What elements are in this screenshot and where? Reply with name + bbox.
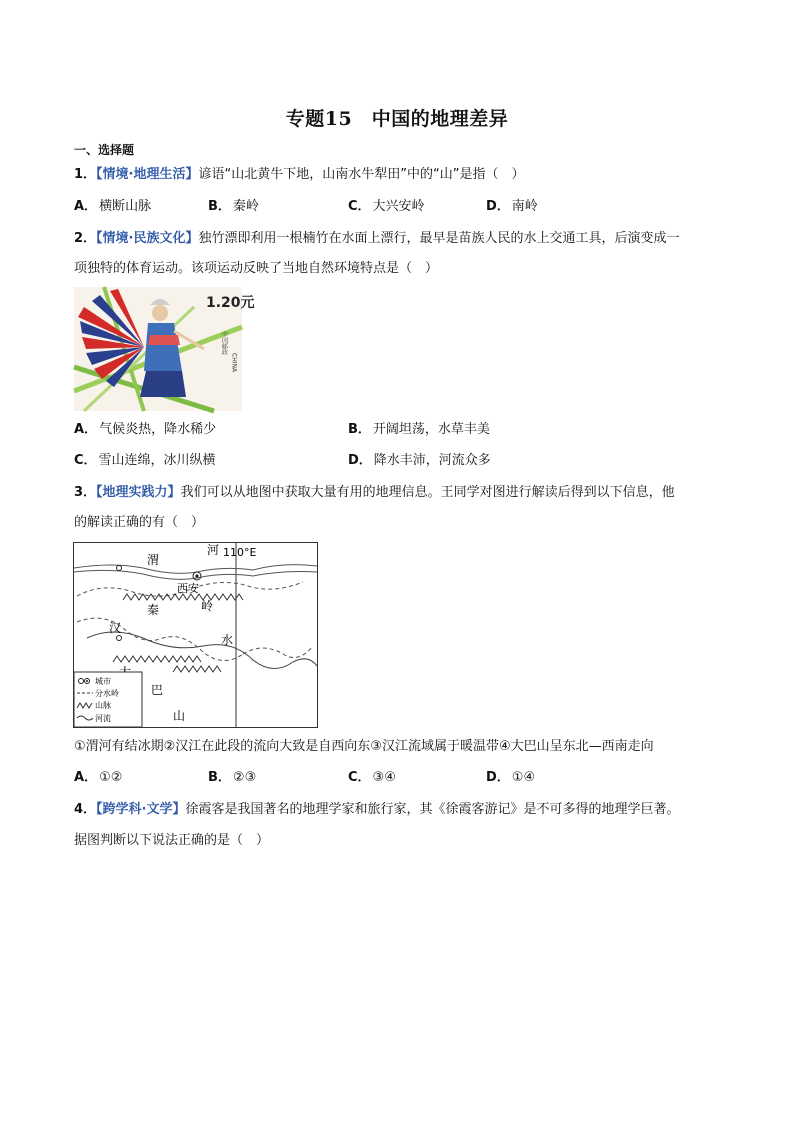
legend-city: 城市	[95, 677, 111, 686]
stamp-issuer: 中国邮政	[220, 331, 228, 355]
option-d: D． ①④	[486, 770, 536, 785]
section-heading: 一、选择题	[74, 143, 135, 157]
question-text: 徐霞客是我国著名的地理学家和旅行家，其《徐霞客游记》是不可多得的地理学巨著。	[185, 802, 680, 817]
legend-river: 河流	[95, 714, 111, 723]
stamp-value: 1.20元	[206, 295, 255, 311]
question-number: 1．	[74, 167, 97, 182]
stamp-image	[74, 287, 255, 411]
option-c: C． ③④	[348, 770, 396, 785]
option-d: D． 降水丰沛，河流众多	[348, 453, 491, 468]
map-label-shui: 水	[221, 633, 234, 647]
qinling-map	[73, 542, 318, 728]
question-3-stem-line1	[74, 483, 675, 503]
question-number: 3．	[74, 485, 97, 500]
question-text: 我们可以从地图中获取大量有用的地理信息。王同学对图进行解读后得到以下信息，他	[180, 485, 675, 500]
question-2-stem-line1	[74, 229, 680, 249]
map-label-ling: 岭	[201, 599, 214, 613]
option-d: D． 南岭	[486, 199, 538, 214]
question-3-stem-line2: 的解读正确的有（ ）	[74, 515, 205, 530]
question-number: 2．	[74, 231, 97, 246]
question-tag: 【情境·地理生活】	[96, 167, 199, 182]
legend-mountain: 山脉	[95, 701, 111, 710]
question-3-statements: ①渭河有结冰期②汉江在此段的流向大致是自西向东③汉江流域属于暖温带④大巴山呈东北—西南走向	[74, 739, 654, 754]
map-label-ba: 巴	[151, 683, 164, 697]
option-a: A． 横断山脉	[74, 199, 152, 214]
page-title: 专题15 中国的地理差异	[285, 108, 509, 130]
option-b: B． 秦岭	[208, 199, 259, 214]
question-4-stem-line2: 据图判断以下说法正确的是（ ）	[74, 833, 270, 848]
map-label-xian: 西安	[177, 582, 199, 595]
map-label-qin: 秦	[147, 603, 160, 617]
question-4-stem-line1	[74, 800, 680, 820]
stamp-country: CHINA	[230, 353, 238, 373]
map-label-shan: 山	[173, 709, 186, 723]
legend-watershed: 分水岭	[95, 689, 119, 698]
option-a: A． 气候炎热，降水稀少	[74, 422, 217, 437]
question-tag: 【情境·民族文化】	[96, 231, 199, 246]
question-text: 独竹漂即利用一根楠竹在水面上漂行，最早是苗族人民的水上交通工具，后演变成一	[198, 231, 680, 246]
question-1-stem	[74, 165, 524, 185]
option-a: A． ①②	[74, 770, 123, 785]
question-tag: 【地理实践力】	[96, 485, 181, 500]
map-label-he: 河	[207, 543, 220, 557]
question-tag: 【跨学科·文学】	[96, 802, 186, 817]
option-b: B． 开阔坦荡，水草丰美	[348, 422, 490, 437]
question-number: 4．	[74, 802, 97, 817]
question-2-stem-line2: 项独特的体育运动。该项运动反映了当地自然环境特点是（ ）	[74, 261, 439, 276]
option-c: C． 雪山连绵，冰川纵横	[74, 453, 216, 468]
map-label-wei: 渭	[147, 553, 160, 567]
stamp-illustration	[74, 287, 255, 411]
map-figure	[73, 542, 318, 728]
longitude-label: 110°E	[223, 546, 257, 559]
option-c: C． 大兴安岭	[348, 199, 425, 214]
question-text: 谚语“山北黄牛下地，山南水牛犁田”中的“山”是指（ ）	[198, 167, 525, 182]
map-label-han: 汉	[109, 621, 122, 635]
option-b: B． ②③	[208, 770, 257, 785]
